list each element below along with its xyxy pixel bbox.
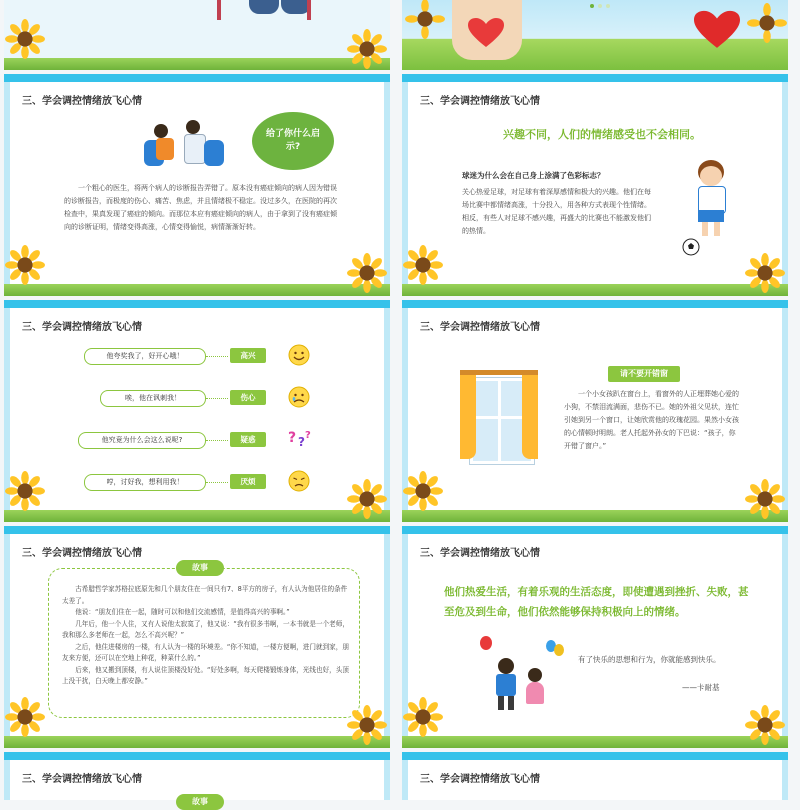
window-illustration xyxy=(460,370,538,462)
annoyed-face-icon xyxy=(288,470,310,492)
emotion-tag: 伤心 xyxy=(230,390,266,405)
question-marks-icon xyxy=(286,426,314,450)
sunflower-icon xyxy=(348,706,386,744)
quote-pill: 哼，讨好我，想利用我！ xyxy=(84,474,206,491)
dotted-connector xyxy=(206,482,228,483)
slide-heading: 三、学会调控情绪放飞心情 xyxy=(22,96,142,107)
slide-partial-left xyxy=(4,0,390,70)
svg-text:?: ? xyxy=(305,430,311,441)
slide-wrong-window xyxy=(402,300,788,522)
dotted-connector xyxy=(206,440,228,441)
slide-heading: 三、学会调控情绪放飞心情 xyxy=(420,96,540,107)
answer-paragraph: 关心热爱足球，对足球有着深厚感情和极大的兴趣。他们在每场比赛中都情绪高涨，十分投入，用各种方式表现个性情绪。相反，有些人对足球不感兴趣，再盛大的比赛也不能激发他们的热情。 xyxy=(462,188,651,235)
grass-strip xyxy=(4,58,390,70)
story-line: 之后，他住进楼房的一楼，有人认为一楼的环境差。“你不知道，一楼方便啊，进门就到家，朋友来方便，还可以在空地上种花，种菜什么的。” xyxy=(62,642,349,662)
window-story-paragraph: 一个小女孩趴在窗台上，看窗外的人正埋葬她心爱的小狗，不禁泪流满面，悲伤不已。她的外祖父见状，连忙引她到另一个窗口，让她欣赏他的玫瑰花园。果然小女孩的心情顿时明朗。老人托起外孙女的下巴说：“孩子，你开错了窗户。” xyxy=(564,390,739,450)
story-line: 他说：“朋友们住在一起，随时可以和他们交流感情，是值得高兴的事啊。” xyxy=(75,608,290,616)
sunflower-icon xyxy=(404,472,442,510)
emotion-tag: 疑惑 xyxy=(230,432,266,447)
question-text: 球迷为什么会在自己身上涂满了色彩标志？ xyxy=(462,171,605,180)
story-line: 古希腊哲学家苏格拉底原先和几个朋友住在一间只有7、8平方的房子，有人认为他居住的条件太差了。 xyxy=(62,585,348,605)
sunflower-icon xyxy=(748,4,786,42)
story-paragraph: 一个粗心的医生，将两个病人的诊断报告弄错了。原本没有癌症倾向的病人因为错误的诊断报告，而极度的伤心、痛苦、焦虑，并且情绪极不稳定。没过多久，在医院的再次检查中，果真发现了癌症的倾向。而那位本应有癌症倾向的病人，由于拿到了没有癌症倾向的诊断证明，情绪变得高涨，心情变得愉悦，病情渐渐好转。 xyxy=(64,184,337,231)
sunflower-icon xyxy=(6,246,44,284)
story-badge: 请不要开错窗 xyxy=(608,366,680,382)
slide-heading: 三、学会调控情绪放飞心情 xyxy=(420,322,540,333)
quote-pill: 他夸奖我了，好开心哦！ xyxy=(84,348,206,365)
slide-partial-bottom-left xyxy=(4,752,390,806)
football-boy-illustration xyxy=(682,160,742,250)
slide-socrates-story xyxy=(4,526,390,748)
heart-icon xyxy=(694,10,740,50)
thought-bubble: 给了你什么启示? xyxy=(252,112,334,170)
happy-face-icon xyxy=(288,344,310,366)
sunflower-icon xyxy=(6,472,44,510)
slide-heading: 三、学会调控情绪放飞心情 xyxy=(22,322,142,333)
quote-pill: 他究竟为什么会这么说呢? xyxy=(78,432,206,449)
soccer-ball-icon xyxy=(682,238,700,256)
story-badge: 故事 xyxy=(176,794,224,810)
emotion-tag: 厌烦 xyxy=(230,474,266,489)
sunflower-icon xyxy=(404,246,442,284)
emotion-tag: 高兴 xyxy=(230,348,266,363)
dotted-connector xyxy=(206,356,228,357)
story-badge: 故事 xyxy=(176,560,224,576)
sunflower-icon xyxy=(746,706,784,744)
sunflower-icon xyxy=(6,20,44,58)
slide-doctor-story xyxy=(4,74,390,296)
doctor-illustration xyxy=(144,118,224,168)
slide-football-interest xyxy=(402,74,788,296)
slide-title: 兴趣不同，人们的情绪感受也不会相同。 xyxy=(503,128,701,141)
sunflower-icon xyxy=(348,254,386,292)
quote-pill: 唉，他在讽刺我！ xyxy=(100,390,206,407)
dotted-connector xyxy=(206,398,228,399)
slide-title: 他们热爱生活，有着乐观的生活态度，即使遭遇到挫折、失败，甚至危及到生命，他们依然能够保持积极向上的情绪。 xyxy=(444,586,749,618)
slide-love-life xyxy=(402,526,788,748)
svg-text:?: ? xyxy=(298,435,305,449)
quote-text: 有了快乐的思想和行为，你就能感到快乐。 xyxy=(578,655,721,664)
slide-heading: 三、学会调控情绪放飞心情 xyxy=(22,774,142,785)
slide-heading: 三、学会调控情绪放飞心情 xyxy=(420,774,540,785)
slide-partial-right xyxy=(402,0,788,70)
story-line: 后来，他又搬到顶楼，有人说住顶楼没好处。“好处多啊，每天爬楼锻炼身体，光线也好，头顶上没干扰，白天晚上都安静。” xyxy=(62,665,349,685)
people-illustration xyxy=(209,0,319,20)
children-balloons-illustration xyxy=(476,636,566,716)
pager-dots xyxy=(590,4,614,8)
sunflower-icon xyxy=(348,30,386,68)
slide-heading: 三、学会调控情绪放飞心情 xyxy=(22,548,142,559)
story-line: 几年后，他一个人住，又有人说他太寂寞了，他又说：“我有很多书啊，一本书就是一个老师，我和那么多老师在一起，怎么不高兴呢？” xyxy=(62,619,349,639)
sunflower-icon xyxy=(746,254,784,292)
sunflower-icon xyxy=(6,698,44,736)
svg-text:?: ? xyxy=(288,430,297,446)
sunflower-icon xyxy=(746,480,784,518)
slide-partial-bottom-right xyxy=(402,752,788,800)
slide-emotions xyxy=(4,300,390,522)
story-lines xyxy=(62,584,350,688)
quote-author: ——卡耐基 xyxy=(682,683,720,692)
slide-heading: 三、学会调控情绪放飞心情 xyxy=(420,548,540,559)
sunflower-icon xyxy=(406,0,444,38)
sunflower-icon xyxy=(404,698,442,736)
sad-face-icon xyxy=(288,386,310,408)
heart-icon xyxy=(468,18,504,48)
sunflower-icon xyxy=(348,480,386,518)
